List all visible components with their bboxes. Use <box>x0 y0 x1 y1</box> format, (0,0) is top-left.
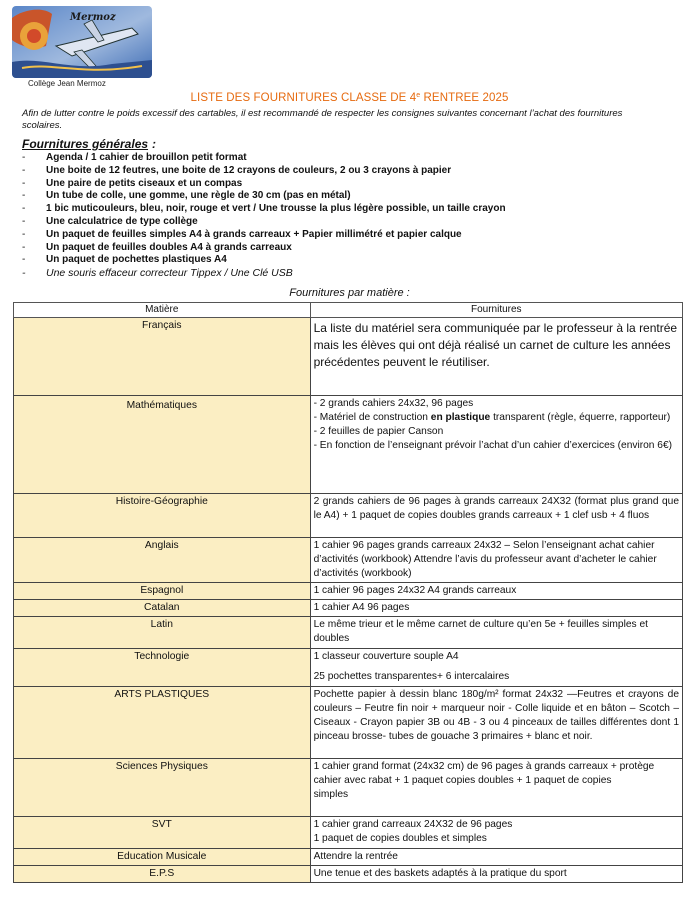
general-item: - Un tube de colle, une gomme, une règle de 30 cm (pas en métal) <box>22 190 682 203</box>
table-row <box>14 849 683 866</box>
general-supplies-heading <box>22 137 156 151</box>
supplies-cell <box>310 538 682 583</box>
supply-line: - Matériel de construction en plastique transparent (règle, équerre, rapporteur) <box>313 412 671 423</box>
supply-line: 25 pochettes transparentes+ 6 intercalaires <box>313 671 510 682</box>
supplies-cell <box>310 817 682 849</box>
general-heading-text: Fournitures générales <box>22 137 149 151</box>
supply-line: La liste du matériel sera communiquée par le professeur à la rentrée mais les élèves qui ont déjà réalisé un carnet de culture les années précédentes peuvent le réutiliser. <box>313 321 678 369</box>
supplies-cell <box>310 396 682 494</box>
supply-line: Attendre la rentrée <box>313 851 398 862</box>
table-row <box>14 583 683 600</box>
subject-cell: Histoire-Géographie <box>14 494 311 538</box>
general-item: - Un paquet de feuilles simples A4 à grands carreaux + Papier millimétré et papier calque <box>22 229 682 242</box>
general-item: - Un paquet de pochettes plastiques A4 <box>22 254 682 267</box>
subject-cell: Sciences Physiques <box>14 759 311 817</box>
supply-line: 1 cahier grand format (24x32 cm) de 96 pages à grands carreaux + protège cahier avec rabat + 1 paquet copies doubles + 1 paquet de copies <box>313 761 655 786</box>
table-row <box>14 396 683 494</box>
supplies-cell <box>310 649 682 687</box>
general-item: - Une paire de petits ciseaux et un compas <box>22 178 682 191</box>
table-header-row <box>14 303 683 318</box>
subject-cell: Latin <box>14 617 311 649</box>
subject-cell: Technologie <box>14 649 311 687</box>
supply-line: Pochette papier à dessin blanc 180g/m² format 24x32 —Feutres et crayons de couleurs – Feutre fin noir + marqueur noir - Colle liquide et en bâton – Scotch – Ciseaux - Crayon papier 3B ou 4B - 3 ou 4 pinceaux de tailles différentes dont 1 pinceau brosse- tubes de gouache 3 primaires + blanc et noir. <box>313 689 679 742</box>
supplies-cell <box>310 494 682 538</box>
supplies-cell <box>310 600 682 617</box>
subject-cell: ARTS PLASTIQUES <box>14 687 311 759</box>
subject-cell: Education Musicale <box>14 849 311 866</box>
subject-cell: Français <box>14 318 311 396</box>
subject-cell <box>14 396 311 494</box>
general-item: - Une calculatrice de type collège <box>22 216 682 229</box>
general-item: - Une boite de 12 feutres, une boite de 12 crayons de couleurs, 2 ou 3 crayons à papier <box>22 165 682 178</box>
general-item: - 1 bic muticouleurs, bleu, noir, rouge et vert / Une trousse la plus légère possible, un taille crayon <box>22 203 682 216</box>
table-row <box>14 817 683 849</box>
school-name: Collège Jean Mermoz <box>28 79 106 88</box>
supplies-cell <box>310 617 682 649</box>
supply-line: 1 cahier 96 pages 24x32 A4 grands carreaux <box>313 585 517 596</box>
column-header-subject: Matière <box>14 303 311 318</box>
supplies-cell <box>310 583 682 600</box>
general-supplies-list <box>22 152 682 280</box>
supplies-cell <box>310 318 682 396</box>
supply-line: 1 cahier 96 pages grands carreaux 24x32 – Selon l’enseignant achat cahier d’activités (workbook) Attendre l’avis du professeur avant d’acheter le cahier d’activités (workbook) <box>313 540 657 579</box>
subject-cell: Espagnol <box>14 583 311 600</box>
subject-supplies-table <box>13 302 683 883</box>
column-header-supplies: Fournitures <box>310 303 682 318</box>
supply-line: - En fonction de l’enseignant prévoir l’achat d’un cahier d’exercices (environ 6€) <box>313 440 673 451</box>
general-item: - Un paquet de feuilles doubles A4 à grands carreaux <box>22 242 682 255</box>
intro-paragraph: Afin de lutter contre le poids excessif des cartables, il est recommandé de respecter les consignes suivantes concernant l’achat des fournitures scolaires. <box>22 108 623 131</box>
table-row <box>14 494 683 538</box>
subject-cell: Catalan <box>14 600 311 617</box>
subject-cell: E.P.S <box>14 866 311 883</box>
table-row <box>14 617 683 649</box>
supply-line: Le même trieur et le même carnet de culture qu’en 5e + feuilles simples et doubles <box>313 619 648 644</box>
emphasized-text: en plastique <box>430 412 491 423</box>
supplies-cell <box>310 866 682 883</box>
title-tail: RENTREE 2025 <box>420 92 509 104</box>
table-row <box>14 318 683 396</box>
general-heading-colon: : <box>152 137 157 151</box>
table-row <box>14 538 683 583</box>
title-sup: e <box>416 92 421 99</box>
subject-cell: SVT <box>14 817 311 849</box>
title-main: LISTE DES FOURNITURES CLASSE DE 4 <box>190 92 417 104</box>
supply-line: - 2 feuilles de papier Canson <box>313 426 444 437</box>
table-row <box>14 687 683 759</box>
table-row <box>14 866 683 883</box>
supply-line: Une tenue et des baskets adaptés à la pratique du sport <box>313 868 567 879</box>
supplies-cell <box>310 849 682 866</box>
table-row <box>14 759 683 817</box>
subject-cell: Anglais <box>14 538 311 583</box>
general-item: - Une souris effaceur correcteur Tippex / Une Clé USB <box>22 267 682 280</box>
supply-line: 1 classeur couverture souple A4 <box>313 651 459 662</box>
school-logo <box>12 6 152 78</box>
supply-line: 1 cahier grand carreaux 24X32 de 96 pages <box>313 819 513 830</box>
general-item: - Agenda / 1 cahier de brouillon petit format <box>22 152 682 165</box>
logo-text: Mermoz <box>70 12 116 23</box>
supplies-cell <box>310 759 682 817</box>
subject-supplies-heading: Fournitures par matière : <box>289 287 410 299</box>
supply-line: simples <box>313 789 349 800</box>
supply-line: 1 paquet de copies doubles et simples <box>313 833 487 844</box>
supply-line: 1 cahier A4 96 pages <box>313 602 410 613</box>
supply-line: - 2 grands cahiers 24x32, 96 pages <box>313 398 474 409</box>
table-row <box>14 649 683 687</box>
table-row <box>14 600 683 617</box>
subject-label: Mathématiques <box>126 400 197 411</box>
page-title <box>0 92 699 104</box>
supply-line: 2 grands cahiers de 96 pages à grands carreaux 24X32 (format plus grand que le A4) + 1 paquet de copies doubles grands carreaux + 1 clef usb + 4 fluos <box>313 496 679 521</box>
supplies-cell <box>310 687 682 759</box>
